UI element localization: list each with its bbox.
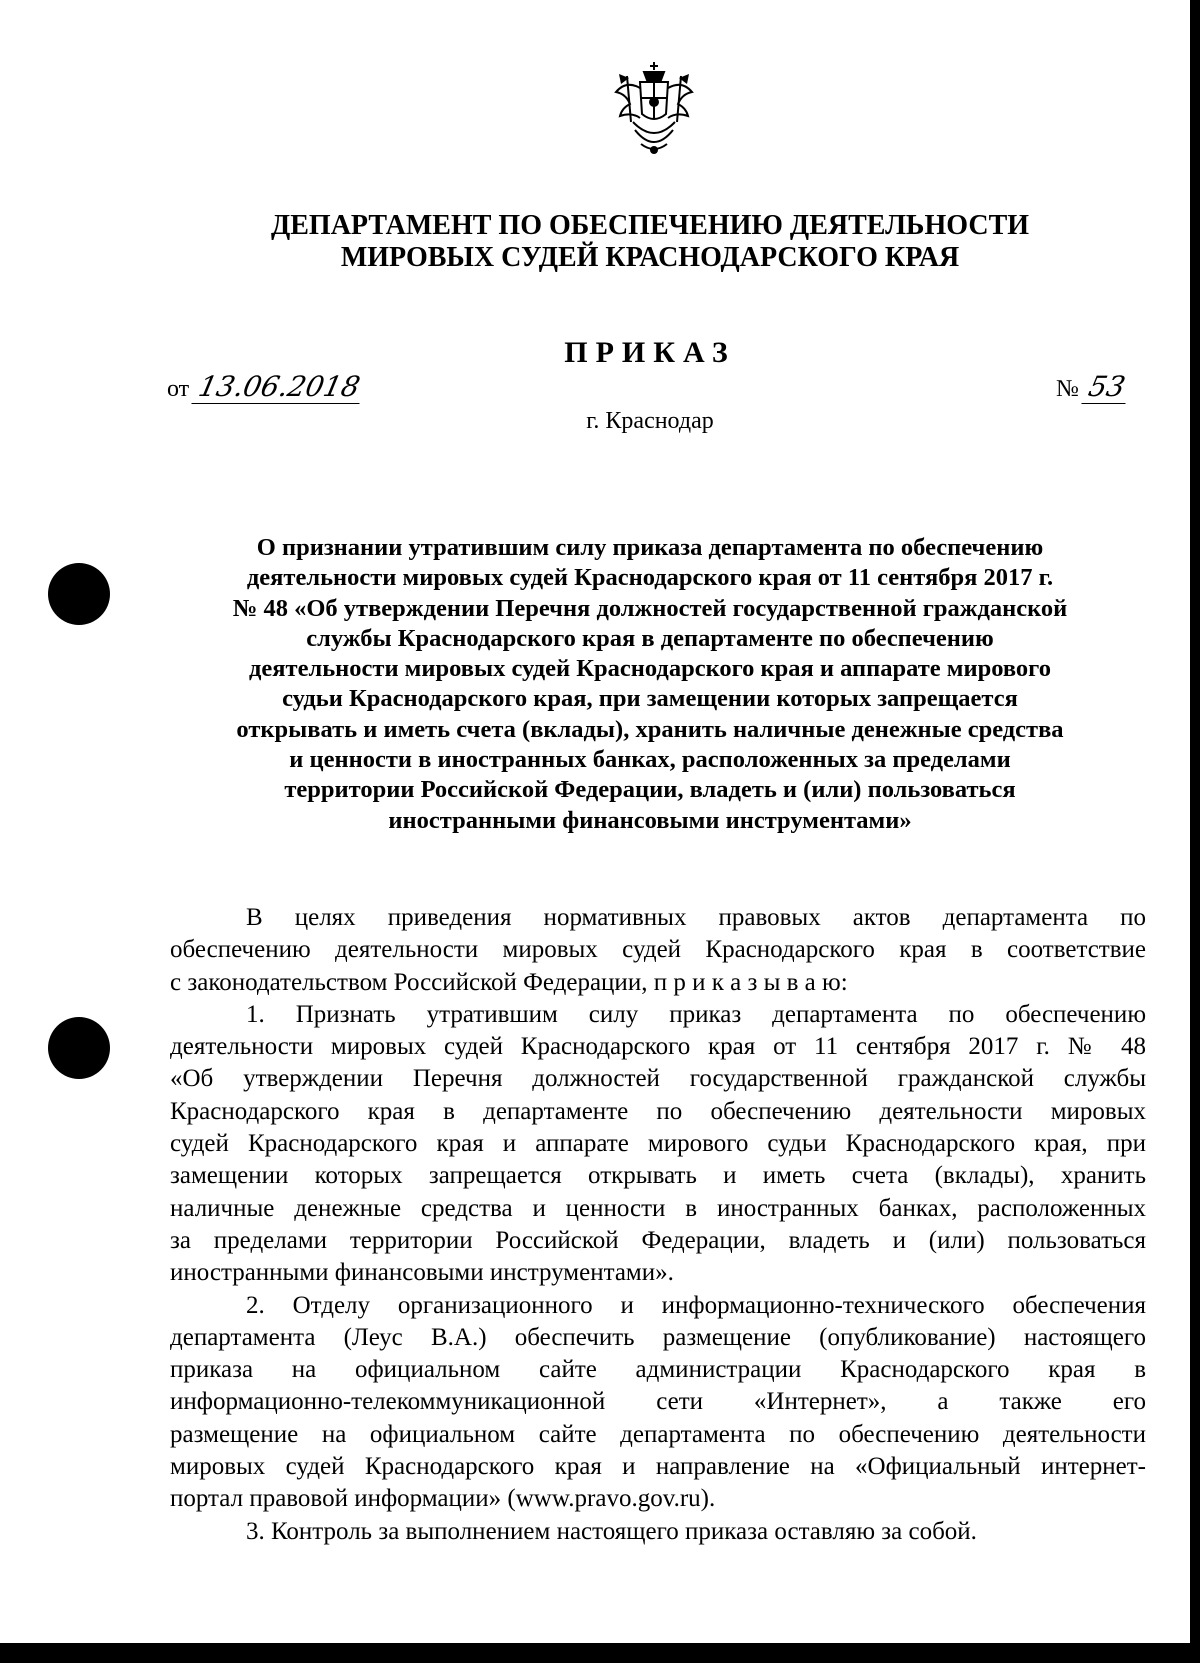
department-name — [150, 210, 1150, 274]
body-line: замещении которых запрещается открывать и иметь счета (вклады), хранить — [170, 1162, 1146, 1190]
scan-edge-right — [1190, 0, 1200, 1663]
body-line: за пределами территории Российской Федерации, владеть и (или) пользоваться — [170, 1226, 1146, 1254]
document-city: г. Краснодар — [586, 408, 714, 434]
body-line: Краснодарского края в департаменте по обеспечению деятельности мировых — [170, 1097, 1146, 1125]
subject-line: деятельности мировых судей Краснодарского края и аппарате мирового — [249, 655, 1051, 683]
body-line: обеспечению деятельности мировых судей Краснодарского края в соответствие — [170, 936, 1146, 964]
body-line: департамента (Леус В.А.) обеспечить размещение (опубликование) настоящего — [170, 1323, 1146, 1351]
subject-line: территории Российской Федерации, владеть и (или) пользоваться — [284, 776, 1016, 804]
body-line: мировых судей Краснодарского края и направление на «Официальный интернет- — [170, 1453, 1146, 1481]
scan-edge-bottom — [0, 1643, 1200, 1663]
body-line: иностранными финансовыми инструментами». — [170, 1259, 674, 1287]
body-line: судей Краснодарского края и аппарате мирового судьи Краснодарского края, при — [170, 1130, 1146, 1158]
document-body — [170, 902, 1146, 1548]
subject-line: О признании утратившим силу приказа департамента по обеспечению — [256, 534, 1044, 561]
body-line: 2. Отделу организационного и информационно-технического обеспечения — [246, 1291, 1146, 1319]
body-line: 1. Признать утратившим силу приказ департамента по обеспечению — [246, 1000, 1146, 1028]
subject-line: деятельности мировых судей Краснодарского края от 11 сентября 2017 г. — [246, 564, 1054, 592]
punch-hole-bottom — [48, 1017, 110, 1079]
body-line: приказа на официальном сайте администрации Краснодарского края в — [170, 1356, 1146, 1384]
body-line: 3. Контроль за выполнением настоящего приказа оставляю за собой. — [246, 1517, 977, 1545]
subject-line: службы Краснодарского края в департаменте по обеспечению — [306, 624, 994, 652]
subject-line: судьи Краснодарского края, при замещении которых запрещается — [282, 685, 1018, 713]
handwritten-number: 53 — [1081, 370, 1132, 404]
department-name-line: ДЕПАРТАМЕНТ ПО ОБЕСПЕЧЕНИЮ ДЕЯТЕЛЬНОСТИ — [270, 210, 1030, 241]
body-line: размещение на официальном сайте департамента по обеспечению деятельности — [170, 1420, 1146, 1448]
department-name-line: МИРОВЫХ СУДЕЙ КРАСНОДАРСКОГО КРАЯ — [340, 242, 960, 273]
body-line: с законодательством Российской Федерации, п р и к а з ы в а ю: — [170, 968, 848, 996]
subject-line: № 48 «Об утверждении Перечня должностей государственной гражданской — [232, 594, 1068, 622]
body-line: В целях приведения нормативных правовых актов департамента по — [246, 904, 1146, 931]
body-line: деятельности мировых судей Краснодарского края от 11 сентября 2017 г. № 48 — [170, 1033, 1146, 1061]
handwritten-date: 13.06.2018 — [192, 370, 368, 404]
subject-line: открывать и иметь счета (вклады), хранить наличные денежные средства — [236, 715, 1064, 743]
document-number — [1056, 370, 1129, 404]
body-line: портал правовой информации» (www.pravo.gov.ru). — [170, 1485, 716, 1513]
body-line: наличные денежные средства и ценности в иностранных банках, расположенных — [170, 1194, 1146, 1222]
body-line: «Об утверждении Перечня должностей государственной гражданской службы — [170, 1065, 1146, 1093]
date-prefix: от — [167, 376, 190, 402]
document-subject — [160, 533, 1140, 836]
body-line: информационно-телекоммуникационной сети «Интернет», а также его — [170, 1388, 1146, 1416]
document-date — [167, 370, 364, 404]
document-type: ПРИКАЗ — [564, 336, 736, 369]
punch-hole-top — [48, 563, 110, 625]
subject-line: иностранными финансовыми инструментами» — [388, 806, 912, 834]
coat-of-arms-icon — [613, 58, 695, 158]
number-prefix: № — [1056, 376, 1079, 402]
subject-line: и ценности в иностранных банках, расположенных за пределами — [289, 746, 1011, 774]
